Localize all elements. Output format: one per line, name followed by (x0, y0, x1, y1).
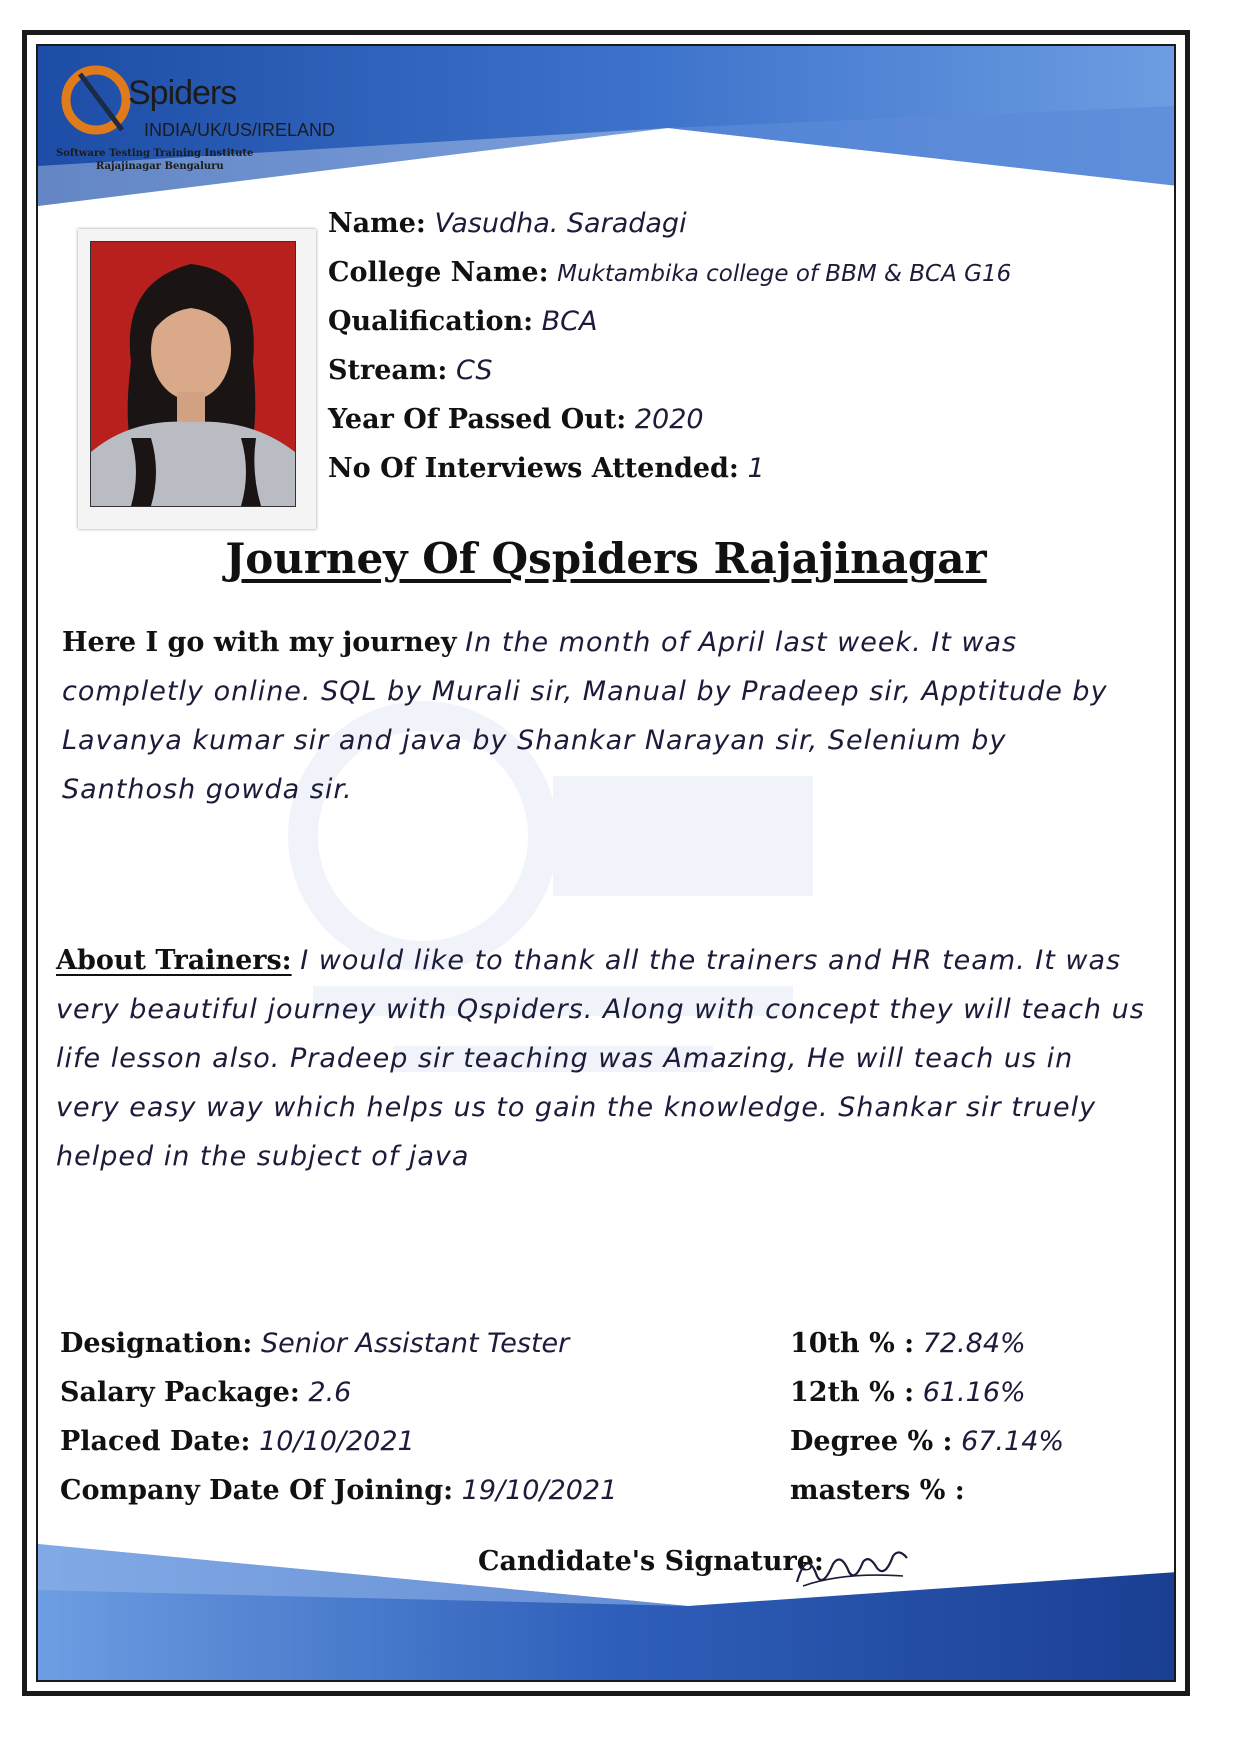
degree-percent-value: 67.14% (961, 1426, 1065, 1457)
stream-label: Stream: (328, 355, 448, 386)
trainers-text: I would like to thank all the trainers and HR team. It was very beautiful journey with Qspiders. Along with concept they will teach us life lesson also. Pradeep sir teaching was Amazing, He will teach us in very easy way which helps us to gain the knowledge. Shankar sir truely helped in the subject of java (56, 945, 1145, 1172)
trainers-section (56, 936, 1146, 1181)
logo-brand: Spiders (128, 74, 237, 112)
photo-frame (78, 229, 316, 529)
logo-location: Rajajinagar Bengaluru (96, 161, 224, 172)
salary-label: Salary Package: (60, 1377, 300, 1408)
salary-field (60, 1377, 351, 1408)
journey-label: Here I go with my journey (62, 627, 457, 658)
name-label: Name: (328, 208, 426, 239)
twelfth-percent-value: 61.16% (922, 1377, 1026, 1408)
name-field (328, 208, 687, 239)
bottom-banner (38, 1530, 1174, 1680)
interviews-label: No Of Interviews Attended: (328, 453, 739, 484)
certificate-page (36, 44, 1176, 1682)
masters-percent-label: masters % : (790, 1475, 965, 1506)
stream-field (328, 355, 493, 386)
placed-date-field (60, 1426, 415, 1457)
twelfth-percent-label: 12th % : (790, 1377, 915, 1408)
journey-text: In the month of April last week. It was completly online. SQL by Murali sir, Manual by Pradeep sir, Apptitude by Lavanya kumar sir and java by Shankar Narayan sir, Selenium by Santhosh gowda sir. (62, 627, 1108, 805)
qspiders-logo (56, 60, 336, 180)
tenth-percent-value: 72.84% (922, 1328, 1026, 1359)
name-value: Vasudha. Saradagi (434, 208, 687, 239)
trainers-label: About Trainers: (56, 945, 292, 976)
joining-date-field (60, 1475, 617, 1506)
joining-date-value: 19/10/2021 (461, 1475, 618, 1506)
logo-region: INDIA/UK/US/IRELAND (144, 120, 336, 140)
qualification-label: Qualification: (328, 306, 534, 337)
placed-date-label: Placed Date: (60, 1426, 251, 1457)
college-value: Muktambika college of BBM & BCA G16 (557, 261, 1012, 287)
journey-section (62, 618, 1142, 814)
college-label: College Name: (328, 257, 549, 288)
salary-value: 2.6 (308, 1377, 352, 1408)
year-label: Year Of Passed Out: (328, 404, 627, 435)
interviews-value: 1 (747, 453, 765, 484)
signature-label: Candidate's Signature: (478, 1546, 824, 1577)
placed-date-value: 10/10/2021 (259, 1426, 415, 1457)
page-title-text: Journey Of Qspiders Rajajinagar (225, 534, 987, 583)
page-title (38, 534, 1174, 583)
qualification-field (328, 306, 598, 337)
year-field (328, 404, 704, 435)
college-field (328, 257, 1011, 288)
logo-tagline: Software Testing Training Institute (56, 148, 254, 159)
q-logo-icon (60, 64, 138, 142)
joining-date-label: Company Date Of Joining: (60, 1475, 454, 1506)
qualification-value: BCA (541, 306, 598, 337)
stream-value: CS (456, 355, 493, 386)
designation-label: Designation: (60, 1328, 253, 1359)
tenth-percent-field (790, 1328, 1026, 1359)
year-value: 2020 (634, 404, 704, 435)
masters-percent-field (790, 1475, 965, 1506)
interviews-field (328, 453, 765, 484)
designation-value: Senior Assistant Tester (260, 1328, 570, 1359)
designation-field (60, 1328, 569, 1359)
candidate-photo (90, 241, 296, 507)
twelfth-percent-field (790, 1377, 1026, 1408)
degree-percent-label: Degree % : (790, 1426, 953, 1457)
degree-percent-field (790, 1426, 1064, 1457)
tenth-percent-label: 10th % : (790, 1328, 915, 1359)
